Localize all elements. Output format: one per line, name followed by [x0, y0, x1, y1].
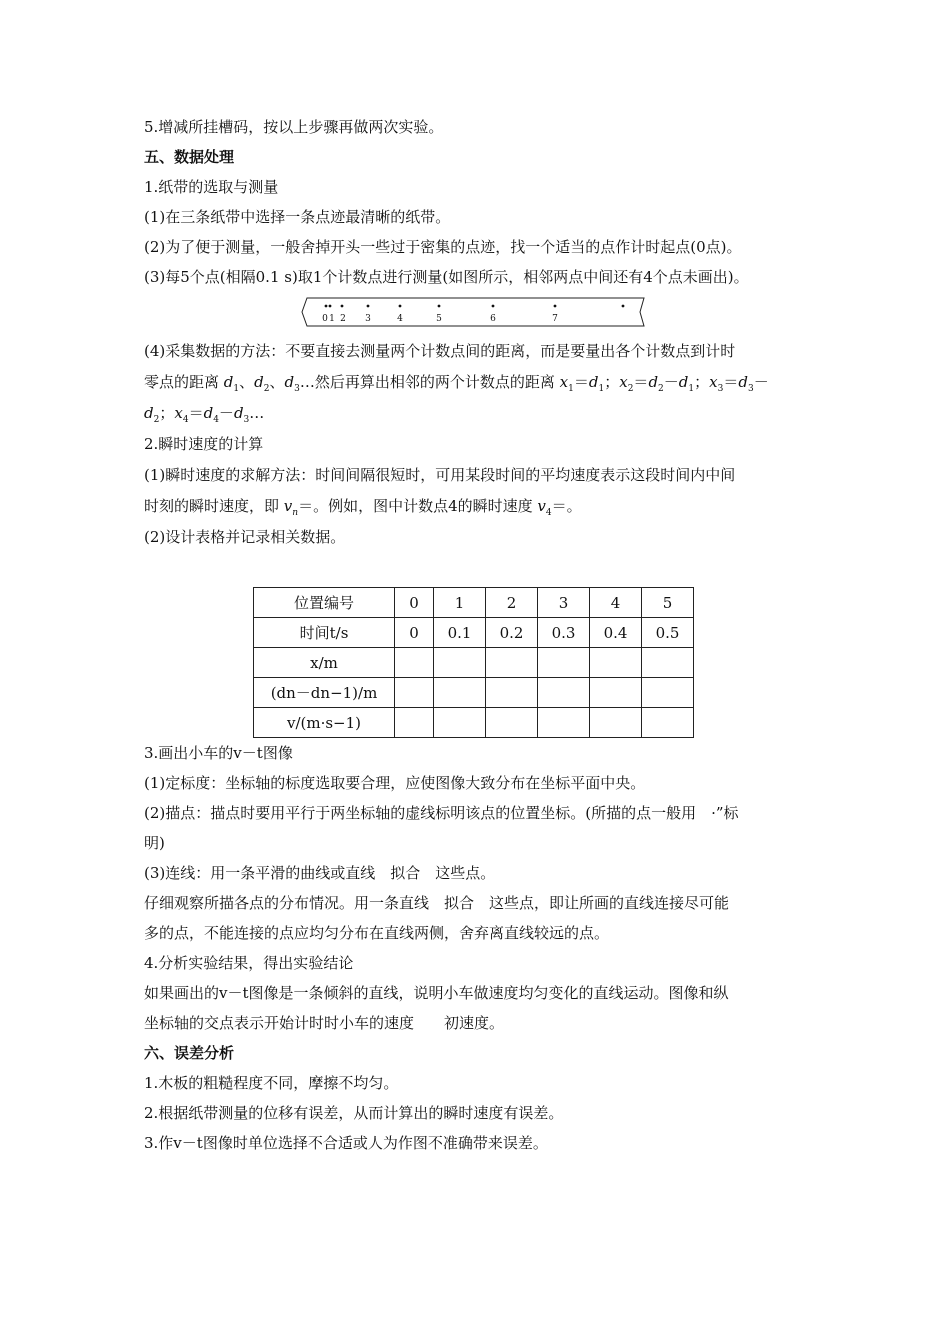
tape-step-2: (2)为了便于测量，一般舍掉开头一些过于密集的点迹，找一个适当的点作计时起点(0点)。	[144, 238, 742, 256]
subheading-tape-selection: 1.纸带的选取与测量	[144, 178, 279, 196]
table-cell: (dn－dn−1)/m	[254, 678, 395, 708]
tape-label-5: 5	[436, 314, 442, 324]
table-cell	[395, 678, 434, 708]
tape-step-1: (1)在三条纸带中选择一条点迹最清晰的纸带。	[144, 208, 451, 226]
table-cell	[486, 648, 538, 678]
table-cell	[395, 648, 434, 678]
tape-label-4: 4	[397, 314, 403, 324]
table-cell	[590, 648, 642, 678]
table-row	[254, 678, 694, 708]
error-item-3: 3.作v－t图像时单位选择不合适或人为作图不准确带来误差。	[144, 1134, 548, 1152]
table-cell: 0.3	[538, 618, 590, 648]
table-cell: x/m	[254, 648, 395, 678]
data-table	[253, 587, 694, 738]
tape-label-6: 6	[490, 314, 496, 324]
tape-label-1: 1	[329, 314, 335, 324]
table-cell	[486, 678, 538, 708]
subheading-conclusion: 4.分析实验结果，得出实验结论	[144, 954, 354, 972]
paper-tape-diagram	[299, 294, 649, 330]
tape-step-3: (3)每5个点(相隔0.1 s)取1个计数点进行测量(如图所示，相邻两点中间还有4个点未画出)。	[144, 268, 749, 286]
conclusion-line-1: 如果画出的v－t图像是一条倾斜的直线，说明小车做速度均匀变化的直线运动。图像和纵	[144, 984, 729, 1002]
table-cell: v/(m·s−1)	[254, 708, 395, 738]
graph-step-1: (1)定标度：坐标轴的标度选取要合理，应使图像大致分布在坐标平面中央。	[144, 774, 646, 792]
graph-note-line-2: 多的点，不能连接的点应均匀分布在直线两侧，舍弃离直线较远的点。	[144, 924, 610, 942]
tape-label-2: 2	[340, 314, 346, 324]
section-heading-data-processing: 五、数据处理	[144, 148, 235, 166]
tape-dots	[325, 305, 625, 308]
velocity-step-1-line-1: (1)瞬时速度的求解方法：时间间隔很短时，可用某段时间的平均速度表示这段时间内中间	[144, 466, 736, 484]
table-row	[254, 708, 694, 738]
table-cell: 0.2	[486, 618, 538, 648]
document-page	[144, 112, 814, 1158]
table-cell: 0	[395, 618, 434, 648]
table-cell: 0	[395, 588, 434, 618]
tape-step-4-line-3: $d_2$；$x_4=d_4-d_3\dots$	[144, 404, 265, 425]
table-cell	[538, 648, 590, 678]
table-cell	[434, 648, 486, 678]
paper-tape-figure	[144, 294, 814, 332]
error-item-1: 1.木板的粗糙程度不同，摩擦不均匀。	[144, 1074, 399, 1092]
tape-label-7: 7	[552, 314, 558, 324]
table-cell: 位置编号	[254, 588, 395, 618]
tape-step-4-line-2: 零点的距离 $d_1$、$d_2$、$d_3\dots$然后再算出相邻的两个计数点的距离 $x_1=d_1$；$x_2=d_2-d_1$；$x_3=d_3-$	[144, 373, 769, 394]
table-row	[254, 618, 694, 648]
table-row	[254, 588, 694, 618]
graph-note-line-1: 仔细观察所描各点的分布情况。用一条直线 拟合 这些点，即让所画的直线连接尽可能	[144, 894, 730, 912]
tape-label-0: 0	[322, 314, 328, 324]
step-5-text: 5.增减所挂槽码，按以上步骤再做两次实验。	[144, 118, 444, 136]
table-cell	[538, 708, 590, 738]
table-cell: 4	[590, 588, 642, 618]
subheading-instant-velocity: 2.瞬时速度的计算	[144, 435, 264, 453]
table-row	[254, 648, 694, 678]
table-cell	[538, 678, 590, 708]
table-cell: 0.1	[434, 618, 486, 648]
table-cell: 0.4	[590, 618, 642, 648]
graph-step-3: (3)连线：用一条平滑的曲线或直线 拟合 这些点。	[144, 864, 496, 882]
velocity-step-1-line-2: 时刻的瞬时速度，即 $v_n=$。例如，图中计数点4的瞬时速度 $v_4=$。	[144, 497, 582, 518]
subheading-vt-graph: 3.画出小车的v－t图像	[144, 744, 293, 762]
table-cell	[434, 708, 486, 738]
section-heading-error-analysis: 六、误差分析	[144, 1044, 235, 1062]
table-cell: 1	[434, 588, 486, 618]
tape-step-4-line-1: (4)采集数据的方法：不要直接去测量两个计数点间的距离，而是要量出各个计数点到计时	[144, 342, 736, 360]
conclusion-line-2: 坐标轴的交点表示开始计时时小车的速度 初速度。	[144, 1014, 505, 1032]
table-cell	[590, 708, 642, 738]
table-cell	[395, 708, 434, 738]
table-cell: 2	[486, 588, 538, 618]
table-cell	[434, 678, 486, 708]
graph-step-2-line-2: 明)	[144, 834, 165, 852]
table-cell	[642, 708, 694, 738]
table-cell	[486, 708, 538, 738]
table-cell	[590, 678, 642, 708]
table-cell: 时间t/s	[254, 618, 395, 648]
table-cell: 5	[642, 588, 694, 618]
table-cell: 0.5	[642, 618, 694, 648]
graph-step-2-line-1: (2)描点：描点时要用平行于两坐标轴的虚线标明该点的位置坐标。(所描的点一般用 ·”标	[144, 804, 739, 822]
tape-label-3: 3	[365, 314, 371, 324]
table-cell	[642, 648, 694, 678]
error-item-2: 2.根据纸带测量的位移有误差，从而计算出的瞬时速度有误差。	[144, 1104, 564, 1122]
table-cell	[642, 678, 694, 708]
velocity-step-2: (2)设计表格并记录相关数据。	[144, 528, 346, 546]
table-cell: 3	[538, 588, 590, 618]
